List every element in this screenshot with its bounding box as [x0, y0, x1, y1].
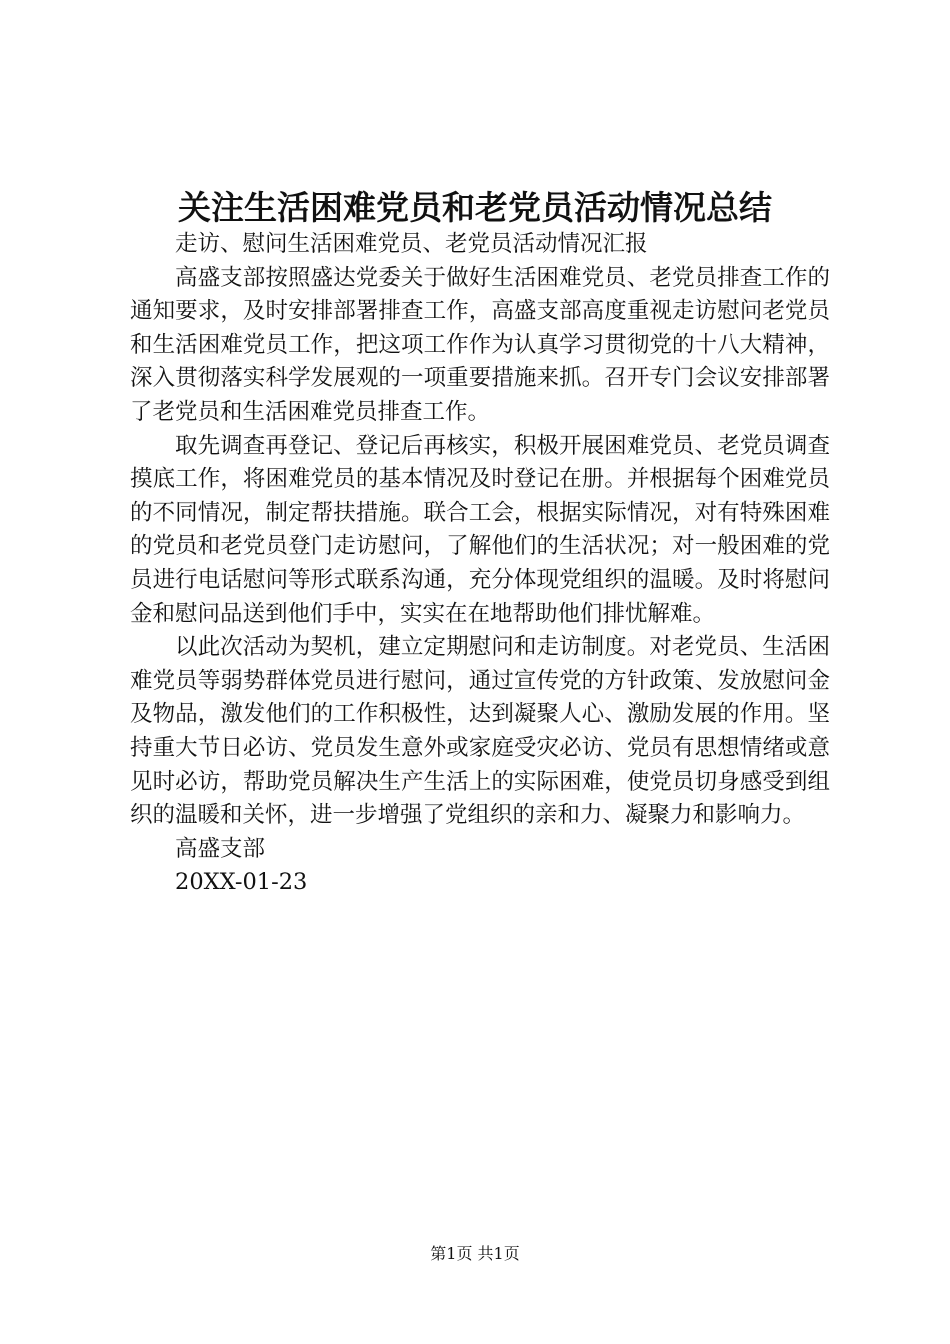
document-body — [130, 228, 830, 900]
paragraph-1: 高盛支部按照盛达党委关于做好生活困难党员、老党员排查工作的通知要求，及时安排部署排查工作，高盛支部高度重视走访慰问老党员和生活困难党员工作，把这项工作作为认真学习贯彻党的十八大精神，深入贯彻落实科学发展观的一项重要措施来抓。召开专门会议安排部署了老党员和生活困难党员排查工作。 — [130, 264, 830, 425]
page-footer: 第1页 共1页 — [430, 1244, 520, 1263]
paragraph-3: 以此次活动为契机，建立定期慰问和走访制度。对老党员、生活困难党员等弱势群体党员进行慰问，通过宣传党的方针政策、发放慰问金及物品，激发他们的工作积极性，达到凝聚人心、激励发展的作用。坚持重大节日必访、党员发生意外或家庭受灾必访、党员有思想情绪或意见时必访，帮助党员解决生产生活上的实际困难，使党员切身感受到组织的温暖和关怀，进一步增强了党组织的亲和力、凝聚力和影响力。 — [130, 634, 830, 829]
document-date: 20XX-01-23 — [175, 869, 308, 896]
document-title: 关注生活困难党员和老党员活动情况总结 — [178, 188, 772, 227]
signature: 高盛支部 — [175, 835, 266, 862]
paragraph-2: 取先调查再登记、登记后再核实，积极开展困难党员、老党员调查摸底工作，将困难党员的基本情况及时登记在册。并根据每个困难党员的不同情况，制定帮扶措施。联合工会，根据实际情况，对有特殊困难的党员和老党员登门走访慰问，了解他们的生活状况；对一般困难的党员进行电话慰问等形式联系沟通，充分体现党组织的温暖。及时将慰问金和慰问品送到他们手中，实实在在地帮助他们排忧解难。 — [130, 432, 830, 627]
document-subtitle: 走访、慰问生活困难党员、老党员活动情况汇报 — [175, 231, 648, 257]
